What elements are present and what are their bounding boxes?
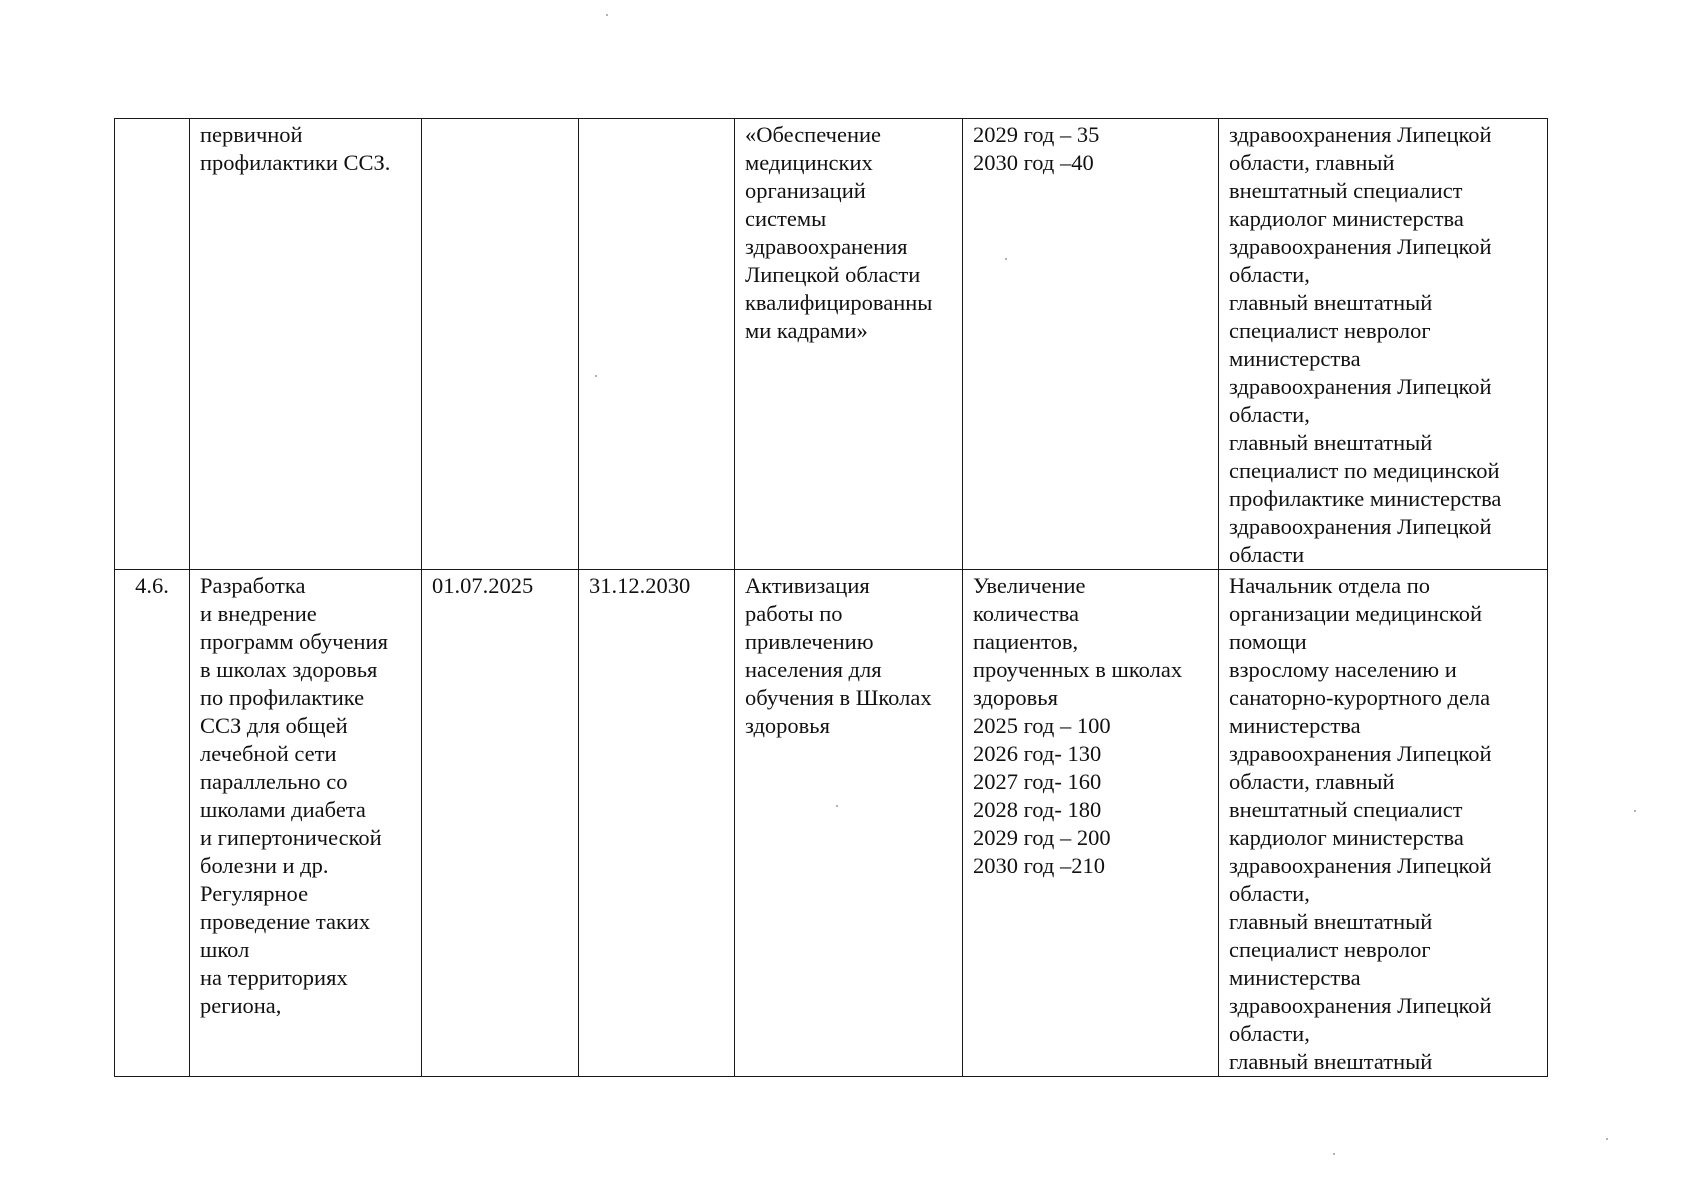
scan-speck: [1005, 258, 1007, 260]
scan-speck: [1606, 1138, 1608, 1140]
cell-start-date: 01.07.2025: [422, 570, 579, 1077]
cell-result: «Обеспечение медицинских организаций системы здравоохранения Липецкой области квалифицированны ми кадрами»: [735, 119, 963, 570]
scan-speck: [595, 375, 597, 377]
scan-speck: [1634, 810, 1636, 812]
cell-indicator: Увеличение количества пациентов, проученных в школах здоровья 2025 год – 100 2026 год- 130 2027 год- 160 2028 год- 180 2029 год – 200 2030 год –210: [963, 570, 1219, 1077]
scan-speck: [1333, 1153, 1335, 1155]
cell-end-date: 31.12.2030: [579, 570, 735, 1077]
cell-event: первичной профилактики ССЗ.: [190, 119, 422, 570]
cell-responsible: здравоохранения Липецкой области, главный внештатный специалист кардиолог министерства здравоохранения Липецкой области, главный внештатный специалист невролог министерства здравоохранения Липецкой области, главный внештатный специалист по медицинской профилактике министерства здравоохранения Липецкой области: [1219, 119, 1548, 570]
cell-number: [115, 119, 190, 570]
scan-speck: [606, 14, 608, 16]
scan-speck: [836, 805, 838, 807]
table-row: [115, 119, 1548, 570]
cell-responsible: Начальник отдела по организации медицинской помощи взрослому населению и санаторно-курортного дела министерства здравоохранения Липецкой области, главный внештатный специалист кардиолог министерства здравоохранения Липецкой области, главный внештатный специалист невролог министерства здравоохранения Липецкой области, главный внештатный: [1219, 570, 1548, 1077]
cell-start-date: [422, 119, 579, 570]
cell-end-date: [579, 119, 735, 570]
cell-event: Разработка и внедрение программ обучения в школах здоровья по профилактике ССЗ для общей лечебной сети параллельно со школами диабета и гипертонической болезни и др. Регулярное проведение таких школ на территориях региона,: [190, 570, 422, 1077]
cell-indicator: 2029 год – 35 2030 год –40: [963, 119, 1219, 570]
cell-result: Активизация работы по привлечению населения для обучения в Школах здоровья: [735, 570, 963, 1077]
table-row: [115, 570, 1548, 1077]
cell-number: 4.6.: [115, 570, 190, 1077]
measures-table: [114, 118, 1548, 1077]
